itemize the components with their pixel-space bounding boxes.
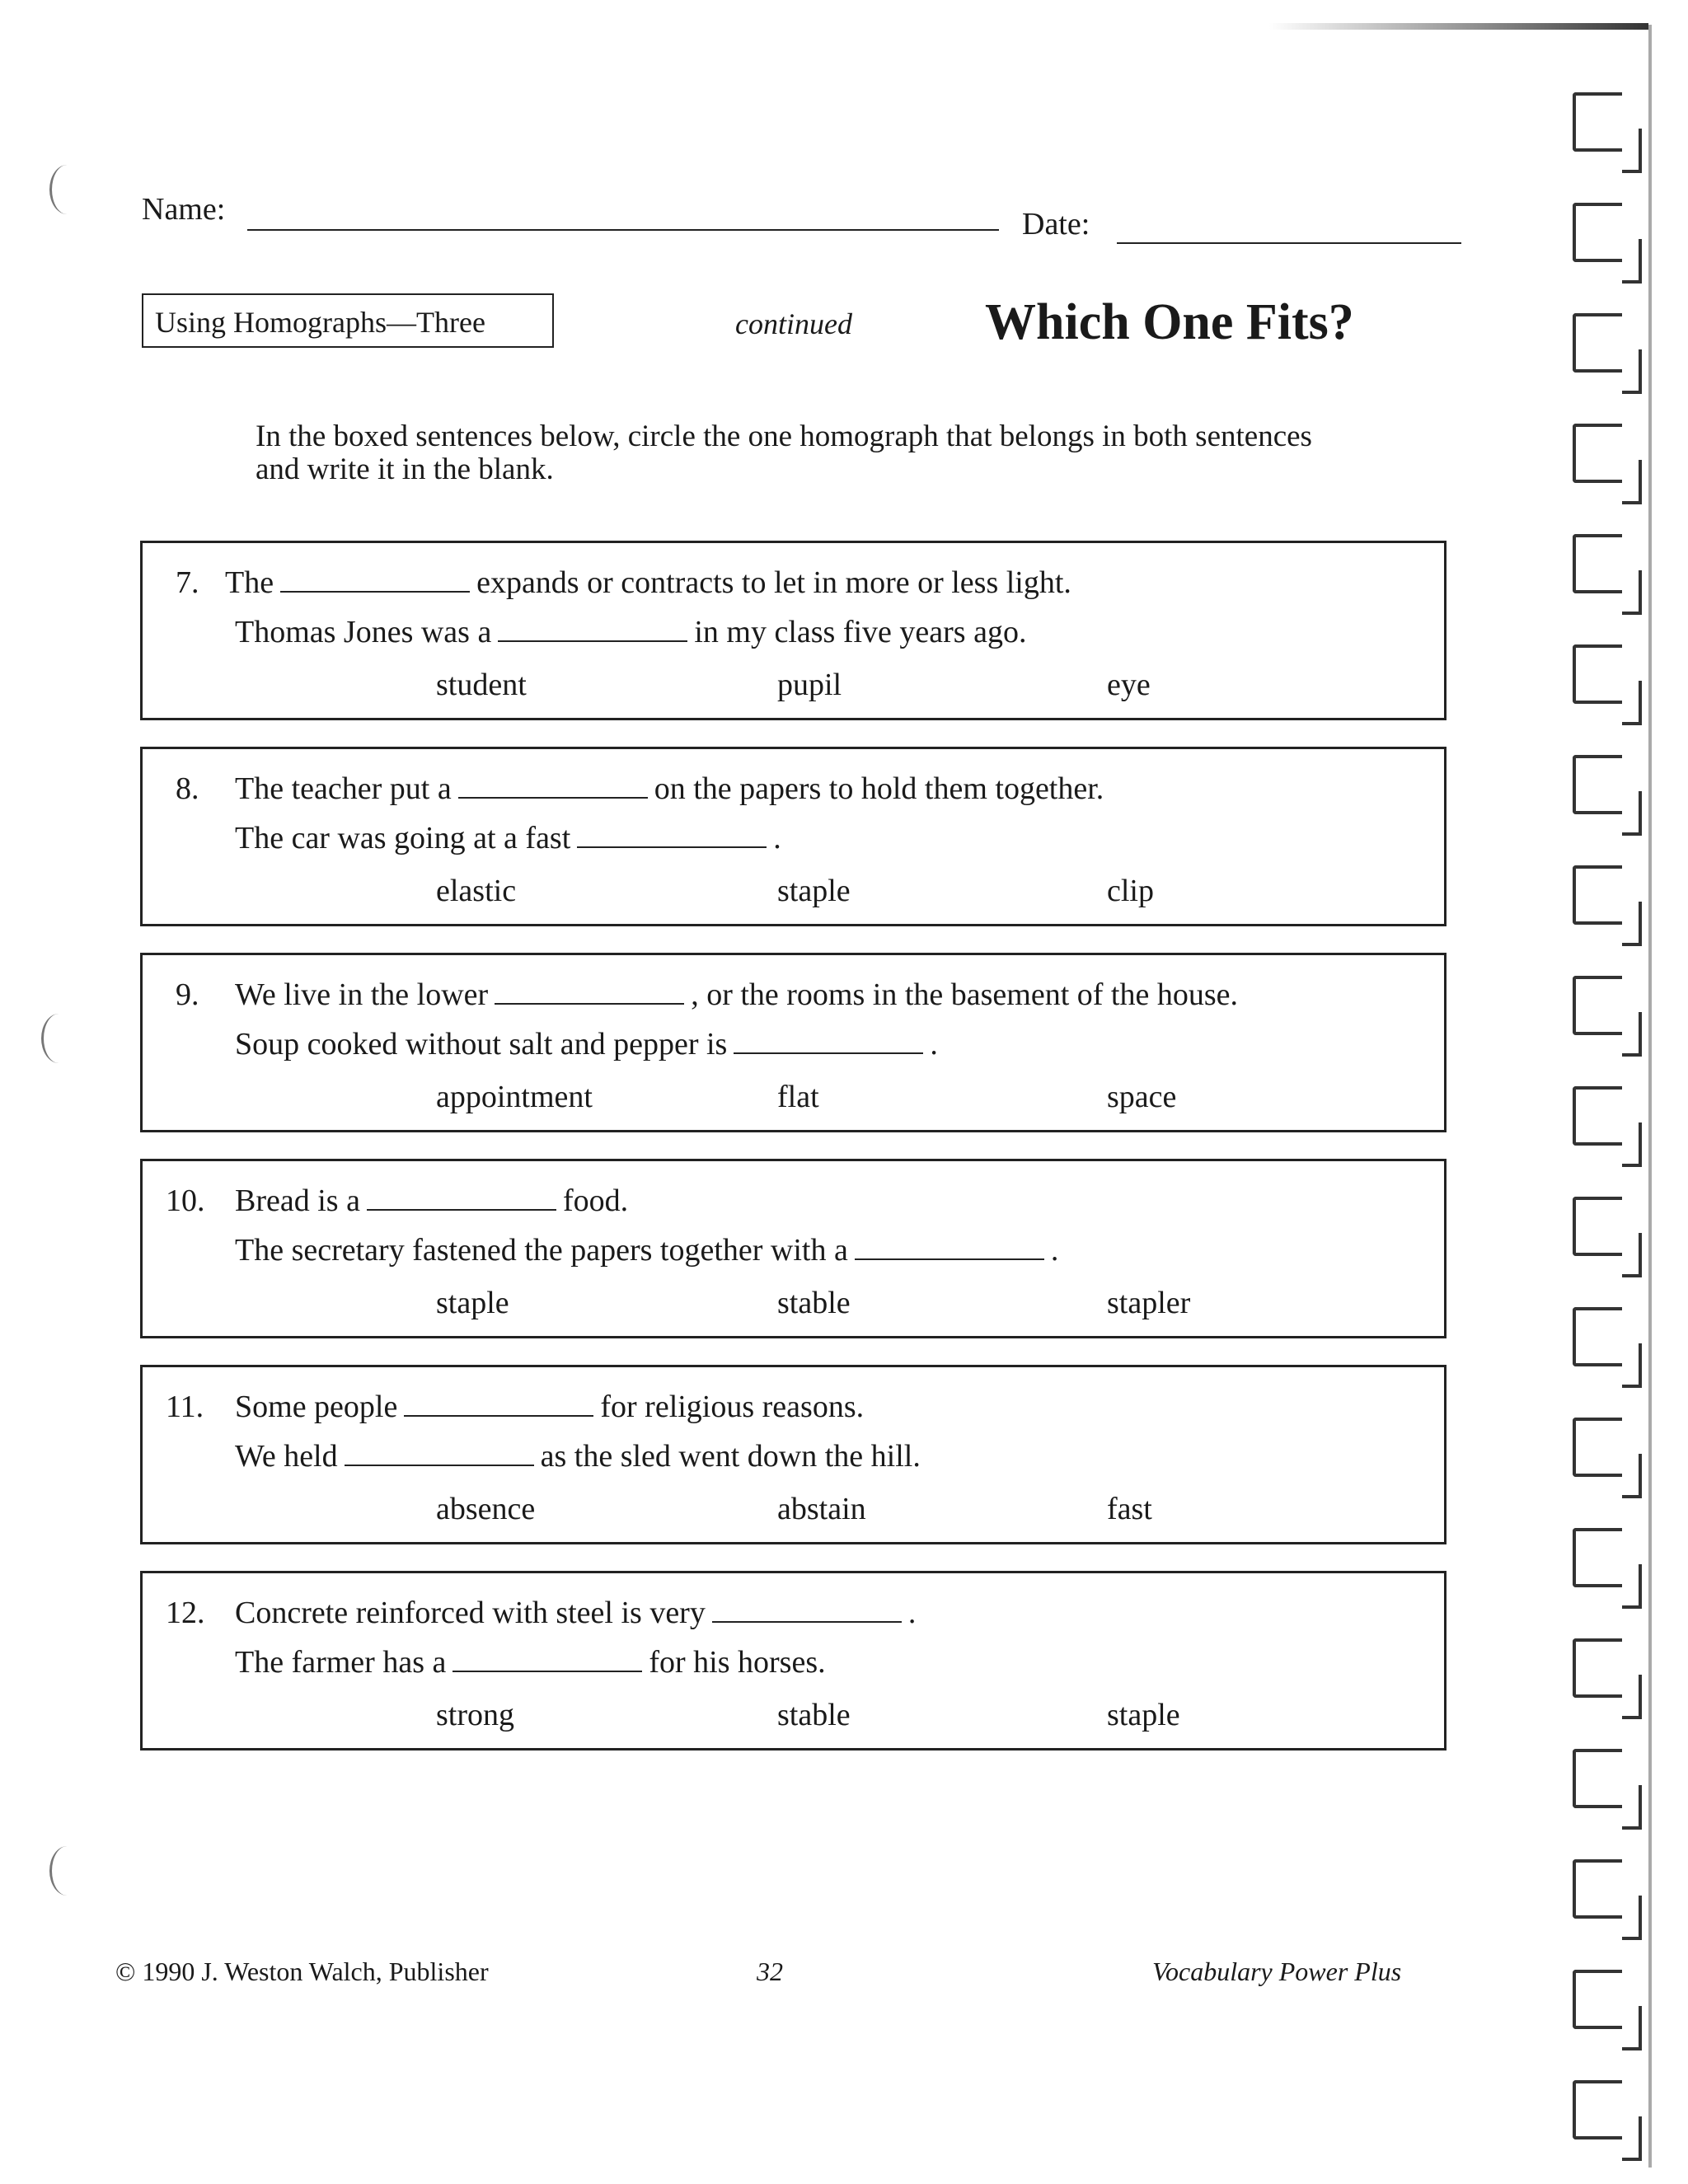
answer-blank[interactable] [452, 1649, 642, 1672]
answer-blank[interactable] [280, 569, 470, 593]
choice-word[interactable]: eye [1107, 668, 1151, 702]
punch-hole-mark [49, 165, 85, 214]
binding-ring [1573, 92, 1622, 152]
binding-ring [1573, 313, 1622, 373]
choice-word[interactable]: fast [1107, 1492, 1152, 1526]
continued-label: continued [735, 307, 852, 340]
sentence-two: The farmer has a for his horses. [235, 1645, 826, 1680]
name-field[interactable] [247, 229, 999, 231]
date-field[interactable] [1117, 242, 1461, 244]
copyright-text: © 1990 J. Weston Walch, Publisher [115, 1957, 489, 1986]
punch-hole-mark [49, 1846, 85, 1896]
binding-ring [1573, 1418, 1622, 1477]
sentence-one: Concrete reinforced with steel is very . [235, 1596, 917, 1630]
choice-word[interactable]: flat [777, 1080, 819, 1114]
answer-blank[interactable] [458, 776, 648, 799]
binding-ring [1573, 534, 1622, 593]
answer-blank[interactable] [495, 982, 684, 1005]
answer-blank[interactable] [345, 1443, 534, 1466]
sentence-one: Some people for religious reasons. [235, 1390, 865, 1424]
sentence-one: The expands or contracts to let in more or less light. [225, 565, 1071, 600]
answer-blank[interactable] [577, 825, 767, 848]
answer-blank[interactable] [498, 619, 687, 642]
exercise-number: 8. [176, 771, 199, 806]
sentence-two: The car was going at a fast . [235, 821, 781, 855]
choice-word[interactable]: stable [777, 1286, 851, 1320]
sentence-two: Soup cooked without salt and pepper is . [235, 1027, 938, 1062]
choice-word[interactable]: space [1107, 1080, 1177, 1114]
binding-ring [1573, 865, 1622, 925]
choice-word[interactable]: stapler [1107, 1286, 1191, 1320]
answer-blank[interactable] [712, 1600, 902, 1623]
exercise-box [140, 953, 1447, 1132]
answer-blank[interactable] [734, 1031, 923, 1054]
binding-ring [1573, 1970, 1622, 2029]
exercise-number: 7. [176, 565, 199, 600]
binding-ring [1573, 424, 1622, 483]
binding-ring [1573, 1859, 1622, 1919]
exercise-box [140, 1365, 1447, 1544]
date-label: Date: [1022, 207, 1090, 241]
exercise-number: 9. [176, 977, 199, 1012]
exercise-box [140, 1159, 1447, 1338]
binding-ring [1573, 1086, 1622, 1146]
choice-word[interactable]: abstain [777, 1492, 866, 1526]
spiral-binding [1566, 82, 1665, 2176]
binding-ring [1573, 1307, 1622, 1366]
binding-ring [1573, 1638, 1622, 1698]
choice-word[interactable]: staple [777, 874, 851, 908]
sentence-one: Bread is a food. [235, 1183, 629, 1218]
choice-word[interactable]: strong [436, 1698, 514, 1732]
sentence-two: Thomas Jones was a in my class five years ago. [235, 615, 1027, 649]
name-label: Name: [142, 192, 226, 227]
topic-label: Using Homographs—Three [142, 293, 554, 348]
exercise-number: 12. [166, 1596, 205, 1630]
binding-ring [1573, 976, 1622, 1035]
choice-word[interactable]: clip [1107, 874, 1154, 908]
binding-ring [1573, 755, 1622, 814]
binding-ring [1573, 1197, 1622, 1256]
answer-blank[interactable] [367, 1188, 556, 1211]
choice-word[interactable]: absence [436, 1492, 536, 1526]
book-title: Vocabulary Power Plus [1152, 1957, 1402, 1986]
binding-ring [1573, 1528, 1622, 1587]
answer-blank[interactable] [855, 1237, 1044, 1260]
page-title: Which One Fits? [985, 294, 1354, 350]
exercise-box [140, 541, 1447, 720]
sentence-one: The teacher put a on the papers to hold them together. [235, 771, 1104, 806]
exercise-number: 11. [166, 1390, 204, 1424]
binding-ring [1573, 644, 1622, 704]
choice-word[interactable]: elastic [436, 874, 517, 908]
binding-ring [1573, 2080, 1622, 2139]
binding-ring [1573, 203, 1622, 262]
sentence-two: We held as the sled went down the hill. [235, 1439, 921, 1474]
choice-word[interactable]: appointment [436, 1080, 593, 1114]
sentence-two: The secretary fastened the papers together with a . [235, 1233, 1059, 1268]
binding-ring [1573, 1749, 1622, 1808]
choice-word[interactable]: pupil [777, 668, 842, 702]
page-number: 32 [757, 1957, 783, 1986]
punch-hole-mark [41, 1014, 77, 1063]
exercise-number: 10. [166, 1183, 205, 1218]
scan-edge-bar [1269, 23, 1648, 30]
choice-word[interactable]: stable [777, 1698, 851, 1732]
choice-word[interactable]: staple [1107, 1698, 1180, 1732]
sentence-one: We live in the lower , or the rooms in the basement of the house. [235, 977, 1238, 1012]
answer-blank[interactable] [404, 1394, 593, 1417]
instructions: In the boxed sentences below, circle the one homograph that belongs in both sentences and write it in the blank. [256, 419, 1312, 486]
choice-word[interactable]: staple [436, 1286, 509, 1320]
exercise-box [140, 747, 1447, 926]
exercise-box [140, 1571, 1447, 1750]
choice-word[interactable]: student [436, 668, 527, 702]
